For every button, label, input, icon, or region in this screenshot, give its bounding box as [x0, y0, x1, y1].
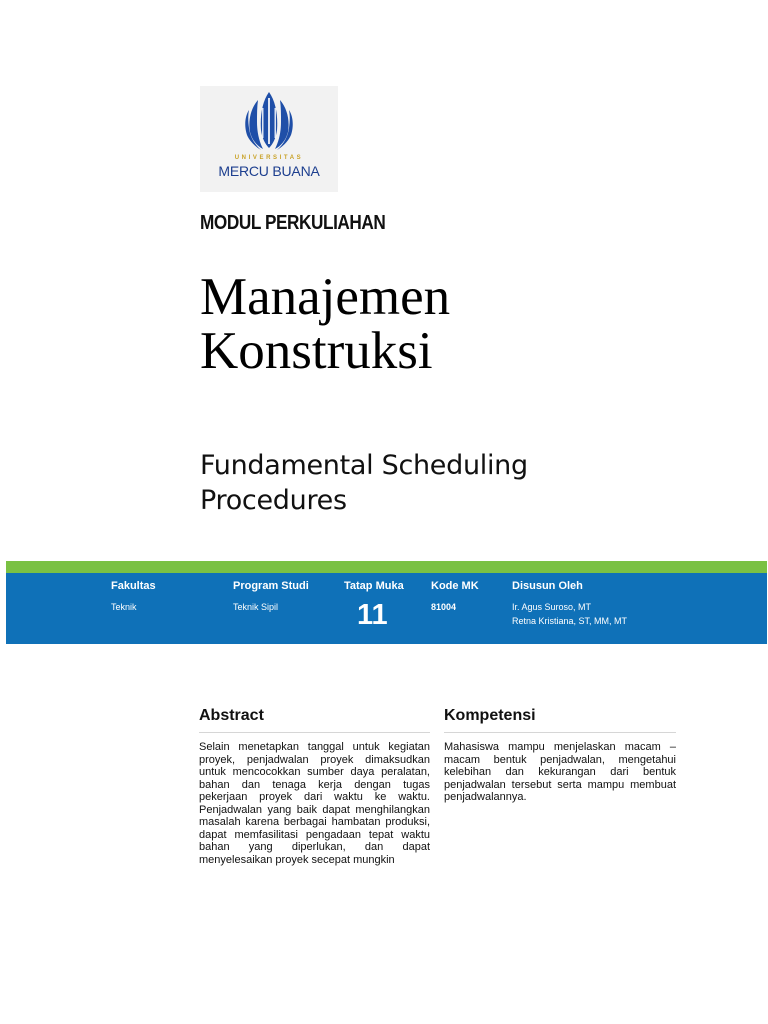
course-title [200, 270, 450, 378]
topic-title-line2: Procedures [200, 485, 347, 516]
university-logo [200, 86, 338, 192]
course-title-line2: Konstruksi [200, 322, 433, 380]
competency-body: Mahasiswa mampu menjelaskan macam –macam bentuk penjadwalan, mengetahui kelebihan dan kekurangan dari bentuk penjadwalan tersebut serta mampu membuat penjadwalannya. [444, 741, 676, 803]
faculty-value: Teknik [111, 602, 137, 612]
program-label: Program Studi [233, 580, 309, 592]
session-number: 11 [357, 599, 388, 631]
topic-title-line1: Fundamental Scheduling [200, 450, 528, 481]
logo-university-name: MERCU BUANA [218, 163, 320, 179]
topic-title [200, 448, 528, 518]
session-label: Tatap Muka [344, 580, 404, 592]
authors-list [512, 600, 627, 628]
faculty-label: Fakultas [111, 580, 156, 592]
author-name: Ir. Agus Suroso, MT [512, 602, 592, 612]
course-code-label: Kode MK [431, 580, 479, 592]
mercu-buana-emblem-icon [200, 86, 338, 158]
logo-university-label: UNIVERSITAS [234, 155, 304, 161]
competency-divider [444, 732, 676, 733]
authors-label: Disusun Oleh [512, 580, 583, 592]
module-label: MODUL PERKULIAHAN [200, 212, 386, 234]
course-title-line1: Manajemen [200, 268, 451, 326]
abstract-heading: Abstract [199, 707, 264, 724]
course-code-value: 81004 [431, 602, 457, 612]
program-value: Teknik Sipil [233, 602, 279, 612]
info-band-accent [6, 561, 767, 573]
abstract-divider [199, 732, 430, 733]
info-band [6, 573, 767, 644]
competency-heading: Kompetensi [444, 707, 536, 724]
author-name: Retna Kristiana, ST, MM, MT [512, 616, 628, 626]
abstract-body: Selain menetapkan tanggal untuk kegiatan proyek, penjadwalan proyek dimaksudkan untuk mencocokkan sumber daya peralatan, bahan dan tenaga kerja dengan tugas pekerjaan proyek dari waktu ke waktu. Penjadwalan yang baik dapat menghilangkan masalah karena berbagai hambatan produksi, dapat memfasilitasi pengadaan tepat waktu bahan yang diperlukan, dan dapat menyelesaikan proyek secepat mungkin [199, 741, 430, 866]
